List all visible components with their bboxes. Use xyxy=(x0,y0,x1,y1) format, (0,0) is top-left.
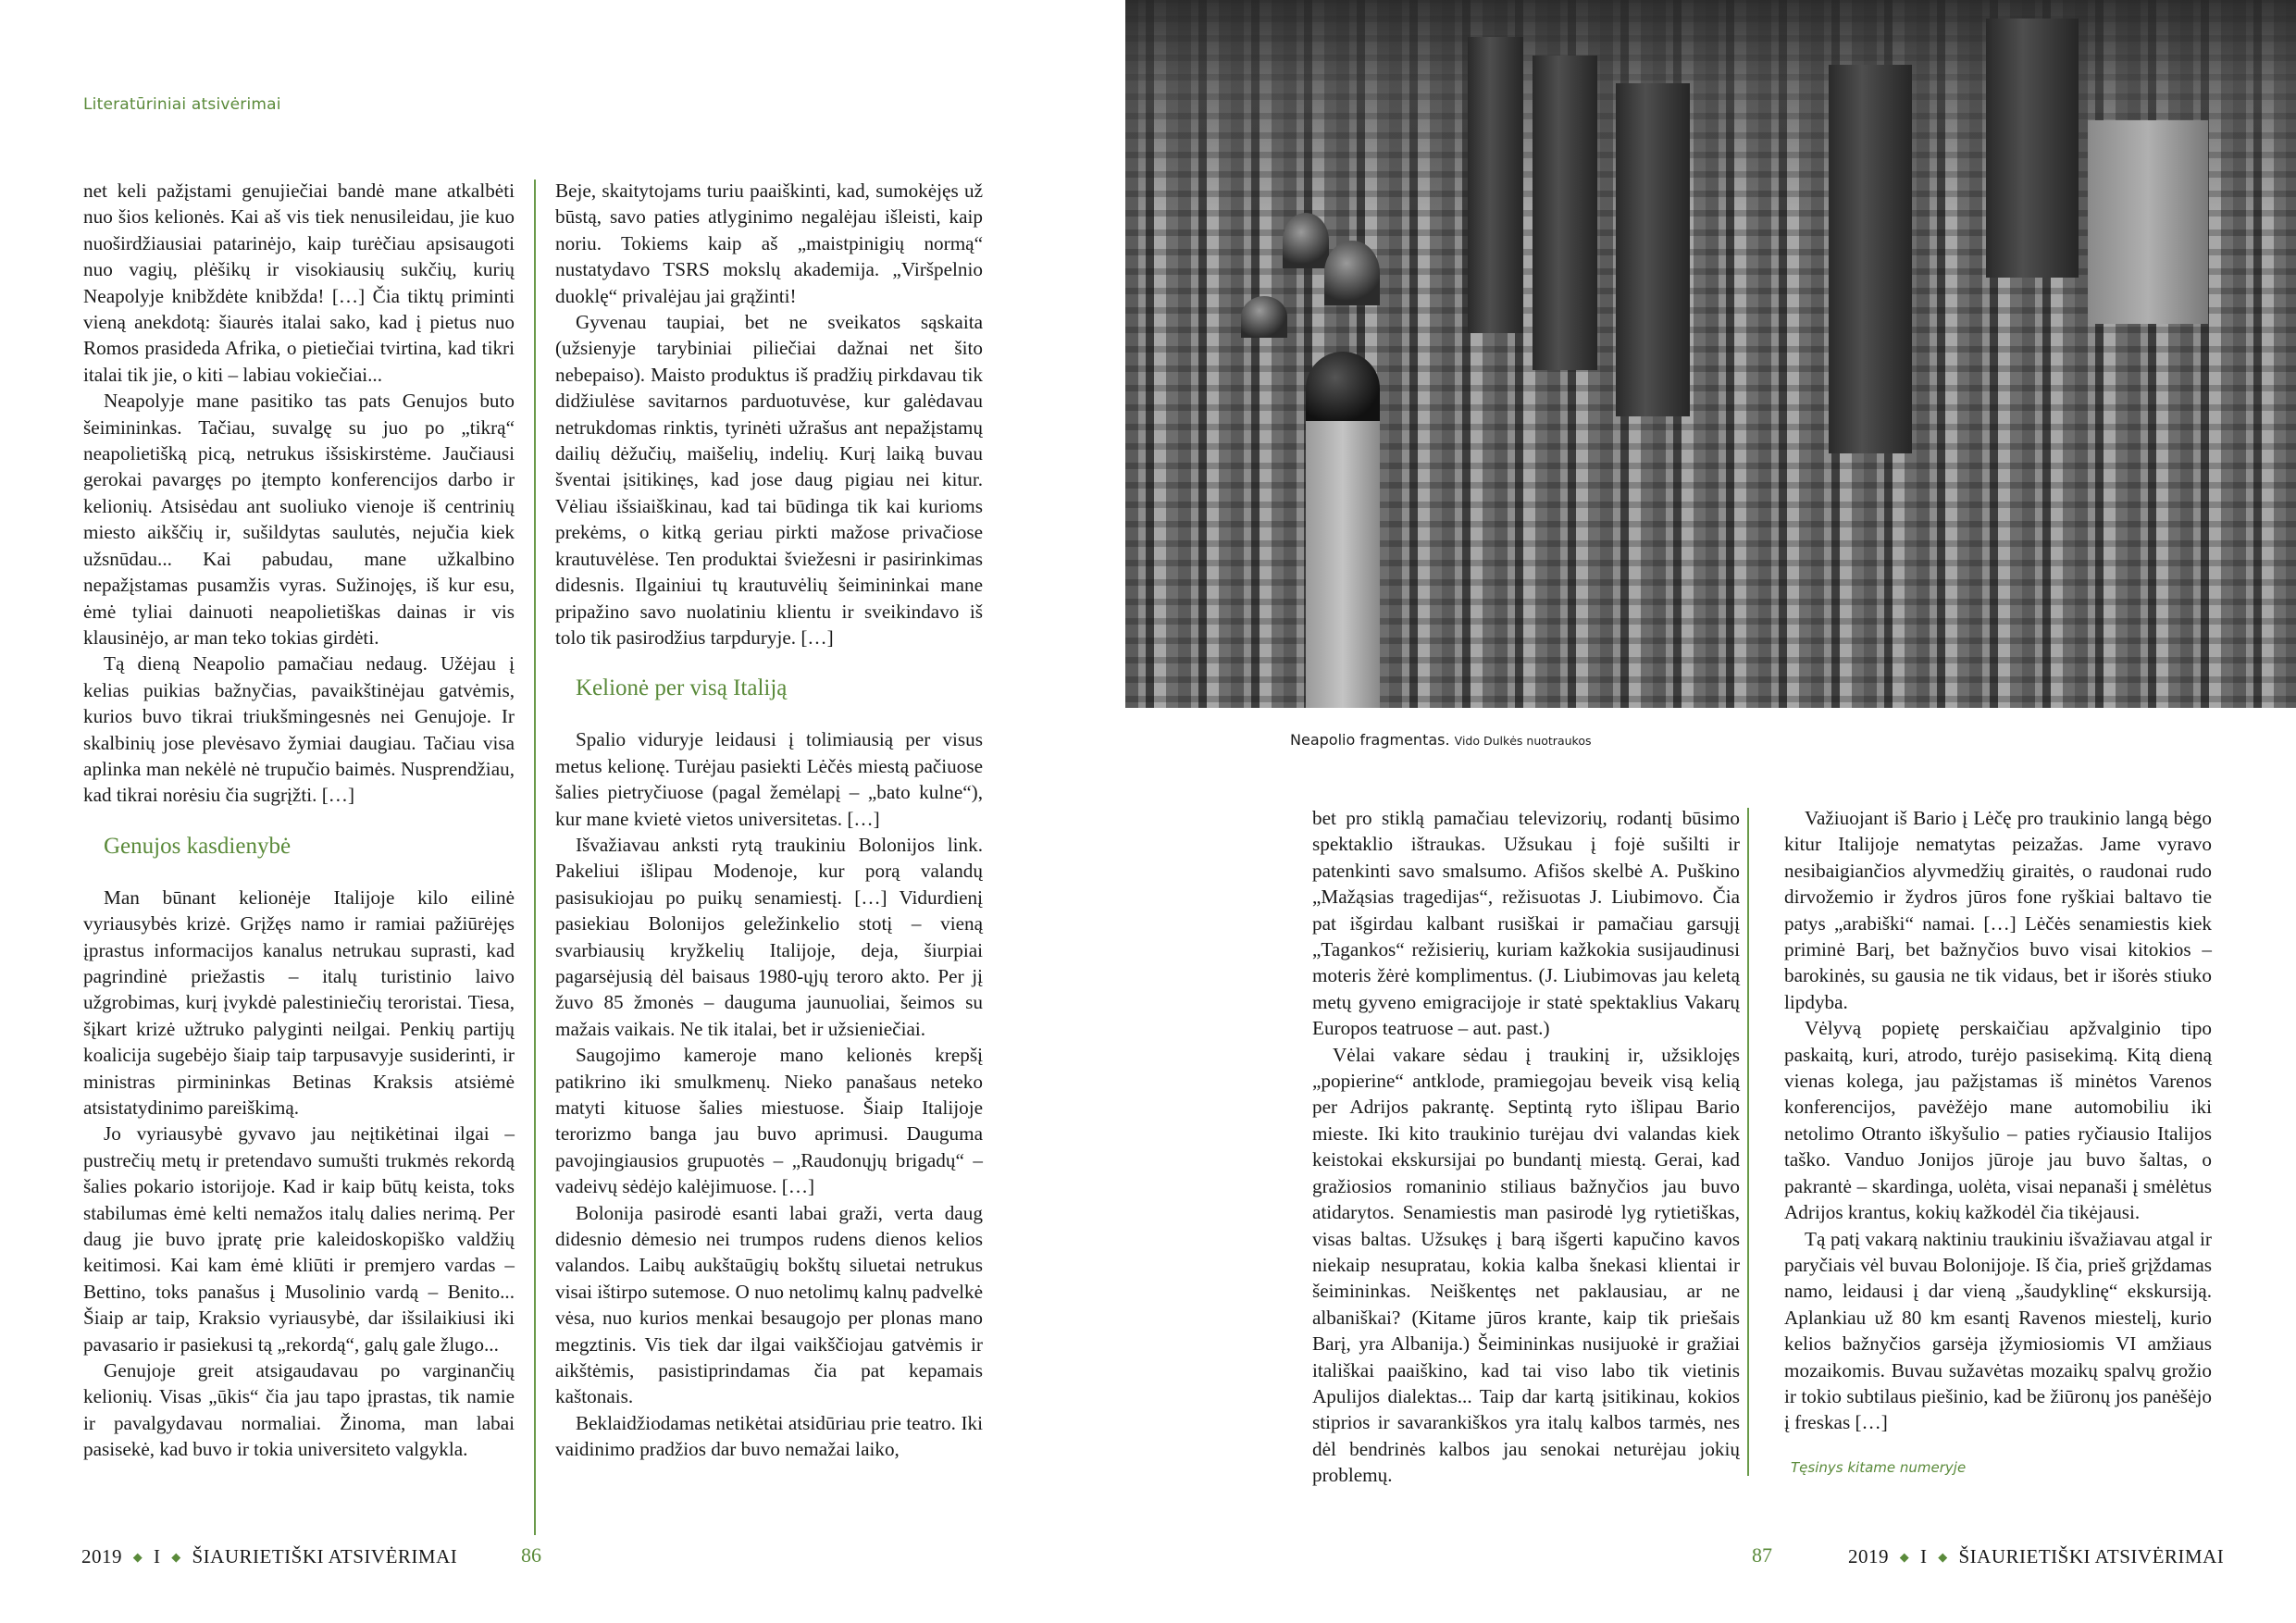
paragraph: Genujoje greit atsigaudavau po varginančių kelionių. Visas „ūkis“ čia jau tapo įprastas, tik namie ir pavalgydavau normaliai. Žinoma, man labai pasisekė, kad buvo ir tokia universiteto valgykla. xyxy=(83,1359,515,1461)
column-divider xyxy=(534,180,536,1535)
footer-issue: I xyxy=(1920,1545,1928,1567)
caption-credit: Vido Dulkės nuotraukos xyxy=(1454,734,1592,748)
paragraph: net keli pažįstami genujiečiai bandė mane atkalbėti nuo šios kelionės. Kai aš vis tiek nenusileidau, jie kuo nuoširdžiausiai patarinėjo, kaip turėčiau apsisaugoti nuo vagių, plėšikų ir visokiausių sukčių, kurių Neapolyje knibždėte knibžda! […] Čia tiktų priminti vieną anekdotą: šiaurės italai sako, kad į pietus nuo Romos prasideda Afrika, o pietiečiai tvirtina, kad tikri italai tik jie, o kiti – labiau vokiečiai... xyxy=(83,180,515,386)
photo-tower xyxy=(1533,56,1597,370)
paragraph: Man būnant kelionėje Italijoje kilo eilinė vyriausybės krizė. Grįžęs namo ir ramiai pažiūrėjęs įprastus informacijos kanalus netrukau suprasti, kad pagrindinė priežastis – italų turistinio laivo užgrobimas, kurį įvykdė palestiniečių teroristai. Tiesa, šįkart krizė užtruko palyginti neilgai. Penkių partijų koalicija sugebėjo šiaip taip tarpusavyje susiderinti, ir ministras pirmininkas Betinas Kraksis atsiėmė atsistatydinimo pareiškimą. xyxy=(83,886,515,1119)
paragraph: Išvažiavau anksti rytą traukiniu Bolonijos link. Pakeliui išlipau Modenoje, kur porą valandų pasisukiojau po puikų senamiestį. […] Vidurdienį pasiekiau Bolonijos geležinkelio stotį – vieną svarbiausių kryžkelių Italijoje, deja, šiurpiai pagarsėjusią dėl baisaus 1980-ųjų teroro akto. Per jį žuvo 85 žmonės – dauguma jaunuoliai, šeimos su mažais vaikais. Ne tik italai, bet ir užsieniečiai. xyxy=(555,833,983,1040)
photo-dome xyxy=(1283,213,1329,268)
footer-magazine: ŠIAURIETIŠKI ATSIVĖRIMAI xyxy=(192,1545,458,1567)
diamond-icon: ◆ xyxy=(1938,1550,1948,1564)
naples-cityscape-photo xyxy=(1125,0,2296,708)
paragraph: Tą patį vakarą naktiniu traukiniu išvažiavau atgal ir paryčiais vėl buvau Bolonijoje. Iš čia, prieš grįždamas namo, leidausi į dar vieną „šaudyklinę“ ekskursiją. Aplankiau už 80 km esantį Ravenos miestelį, kurio kelios bažnyčios garsėja įžymiosiomis VI amžiaus mozaikomis. Buvau sužavėtas mozaikų spalvų grožio ir tokio subtilaus piešinio, kad be žiūronų jos panėšėjo į freskas […] xyxy=(1784,1227,2212,1434)
photo-dome xyxy=(1241,296,1287,338)
diamond-icon: ◆ xyxy=(132,1550,143,1564)
paragraph: Vėlai vakare sėdau į traukinį ir, užsiklojęs „popierine“ antklode, pramiegojau beveik visą kelią per Adrijos pakrantę. Septintą ryto išlipau Bario mieste. Iki kito traukinio turėjau dvi valandas kiek keistokai ekskursijai po bundantį miestą. Gerai, kad gražiosios romaninio stiliaus bažnyčios jau buvo atidarytos. Senamiestis man pasirodė lyg rytietiškas, visas baltas. Užsukęs į barą išgerti kapučino kavos niekaip nesupratau, kokia kalba šnekasi klientai ir šeimininkas. Neiškentęs net paklausiau, ar ne albaniškai? (Kitame jūros krante, kaip tik priešais Barį, yra Albanija.) Šeimininkas nusijuokė ir gražiai itališkai paaiškino, kad tai viso labo tik vietinis Apulijos dialektas... Taip dar kartą įsitikinau, kokios stiprios ir savarankiškos yra italų kalbos tarmės, nes dėl bendrinės kalbos jau senokai neturėjau jokių problemų. xyxy=(1312,1043,1740,1487)
photo-dome xyxy=(1306,352,1380,426)
footer-year: 2019 xyxy=(1848,1545,1889,1567)
footer-magazine: ŠIAURIETIŠKI ATSIVĖRIMAI xyxy=(1958,1545,2225,1567)
paragraph: Bolonija pasirodė esanti labai graži, verta daug didesnio dėmesio nei trumpos rudens dienos kelios valandos. Laibų aukštaūgių bokštų siluetai netrukus visai ištirpo sutemose. O nuo netolimų kalnų padvelkė vėsa, nuo kurios menkai besaugojo per plonas mano megztinis. Vis tiek dar ilgai vaikščiojau gatvėmis ir aikštėmis, pasistiprindamas čia pat kepamais kaštonais. xyxy=(555,1201,983,1408)
footer-year: 2019 xyxy=(81,1545,122,1567)
paragraph: Tą dieną Neapolio pamačiau nedaug. Užėjau į kelias puikias bažnyčias, pavaikštinėjau gatvėmis, kurios buvo tikrai triukšmingesnės nei Genujoje. Ir skalbinių jose plevėsavo žymiai daugiau. Tačiau visa aplinka man nekėlė nė trupučio baimės. Nusprendžiau, kad tikrai norėsiu čia sugrįžti. […] xyxy=(83,652,515,807)
paragraph: Neapolyje mane pasitiko tas pats Genujos buto šeimininkas. Tačiau, suvalgę su juo po „tikrą“ neapolietišką picą, netrukus išsiskirstėme. Jaučiausi gerokai pavargęs po įtempto konferencijos darbo ir kelionių. Atsisėdau ant suoliuko vienoje iš centrinių miesto aikščių ir, sušildytas saulutės, nejučia kiek užsnūdau... Kai pabudau, mane užkalbino nepažįstamas pusamžis vyras. Sužinojęs, iš kur esu, ėmė tyliai dainuoti neapolietiškas dainas ir vis klausinėjo, ar man teko tokias girdėti. xyxy=(83,390,515,649)
photo-tower xyxy=(1468,37,1523,333)
left-page-column-1 xyxy=(83,178,515,1463)
photo-building xyxy=(2088,120,2208,324)
paragraph: Jo vyriausybė gyvavo jau neįtikėtinai ilgai – pustrečių metų ir pretendavo sumušti trukmės rekordą šalies pokario istorijoje. Kad ir kaip būtų keista, toks stabilumas ėmė kelti nemažos italų dalies nerimą. Per daug jie buvo įpratę prie kaleidoskopiško valdžių keitimosi. Kai kam ėmė kliūti ir premjero vardas – Bettino, toks panašus į Musolinio vardą – Benito... Šiaip ar taip, Kraksio vyriausybė, dar išsilaikiusi iki pavasario ir pasiekusi tą „rekordą“, galų gale žlugo... xyxy=(83,1122,515,1356)
footer-left xyxy=(81,1545,457,1568)
page-number-left: 86 xyxy=(521,1543,541,1567)
left-page-column-2 xyxy=(555,178,983,1463)
photo-caption xyxy=(1290,731,1591,749)
paragraph: Beje, skaitytojams turiu paaiškinti, kad, sumokėjęs už būstą, savo paties atlyginimo negalėjau išleisti, kaip noriu. Tokiems kaip aš „maistpinigių normą“ nustatydavo TSRS mokslų akademija. „Viršpelnio duoklę“ privalėjau jai grąžinti! xyxy=(555,180,983,307)
paragraph: Vėlyvą popietę perskaičiau apžvalginio tipo paskaitą, kuri, atrodo, turėjo pasisekimą. Kitą dieną vienas kolega, jau pažįstamas iš minėtos Varenos konferencijos, pavėžėjo mane automobiliu iki netolimo Otranto iškyšulio – paties ryčiausio Italijos taško. Vanduo Jonijos jūroje jau buvo šaltas, o pakrantė – skardinga, uolėta, visai nepanaši į smėlėtus Adrijos krantus, kokių kažkodėl čia tikėjausi. xyxy=(1784,1017,2212,1224)
column-divider xyxy=(1747,808,1749,1476)
paragraph: Beklaidžiodamas netikėtai atsidūriau prie teatro. Iki vaidinimo pradžios dar buvo nemažai laiko, xyxy=(555,1411,983,1461)
photo-tower xyxy=(1829,65,1912,453)
paragraph: bet pro stiklą pamačiau televizorių, rodantį būsimo spektaklio ištraukas. Užsukau į fojė sušilti ir patenkinti savo smalsumo. Afišos skelbė A. Puškino „Mažąsias tragedijas“, režisuotas J. Liubimovo. Čia pat išgirdau kalbant rusiškai ir pamačiau garsųjį „Tagankos“ režisierių, kuriam kažkokia susijaudinusi moteris žėrė komplimentus. (J. Liubimovas jau keletą metų gyveno emigracijoje ir statė spektaklius Vakarų Europos teatruose – aut. past.) xyxy=(1312,807,1740,1040)
paragraph: Gyvenau taupiai, bet ne sveikatos sąskaita (užsienyje tarybiniai piliečiai dažnai net šito nebepaiso). Maisto produktus iš pradžių pirkdavau tik didžiulėse savitarnos parduotuvėse, kur galėdavau netrukdomas rinktis, tyrinėti užrašus ant nepažįstamų dailių dėžučių, maišelių, indelių. Kurį laiką buvau šventai įsitikinęs, kad jose daug pigiau nei kitur. Vėliau išsiaiškinau, kad tai būdinga tik kai kurioms prekėms, o kitką geriau pirkti mažose privačiose krautuvėlėse. Ten produktai šviežesni ir pasirinkimas didesnis. Ilgainiui tų krautuvėlių šeimininkai mane pripažino savo nuolatiniu klientu ir sveikindavo iš tolo tik pasirodžius tarpduryje. […] xyxy=(555,311,983,649)
paragraph: Spalio viduryje leidausi į tolimiausią per visus metus kelionę. Turėjau pasiekti Lėčės miestą pačiuose šalies pietryčiuose (pagal žemėlapį – „bato kulne“), kur mane kvietė vietos universitetas. […] xyxy=(555,728,983,830)
caption-title: Neapolio fragmentas. xyxy=(1290,731,1450,749)
footer-right xyxy=(1848,1545,2224,1568)
photo-dome xyxy=(1324,241,1380,305)
section-heading: Kelionė per visą Italiją xyxy=(576,675,788,701)
footer-issue: I xyxy=(154,1545,161,1567)
running-head: Literatūriniai atsivėrimai xyxy=(83,95,281,114)
photo-tower xyxy=(1616,83,1690,416)
continued-note: Tęsinys kitame numeryje xyxy=(1791,1459,1967,1476)
right-page-column-1 xyxy=(1312,805,1740,1489)
paragraph: Saugojimo kameroje mano kelionės krepšį patikrino iki smulkmenų. Nieko panašaus neteko matyti kituose šalies miestuose. Šiaip Italijoje terorizmo banga jau buvo aprimusi. Dauguma pavojingiausios grupuotės – „Raudonųjų brigadų“ – vadeivų sėdėjo kalėjimuose. […] xyxy=(555,1044,983,1198)
photo-church-tower xyxy=(1306,421,1380,708)
page-number-right: 87 xyxy=(1752,1543,1772,1567)
diamond-icon: ◆ xyxy=(171,1550,181,1564)
right-page-column-2 xyxy=(1784,805,2212,1436)
section-heading: Genujos kasdienybė xyxy=(104,833,292,859)
photo-tower xyxy=(1986,19,2079,278)
diamond-icon: ◆ xyxy=(1899,1550,1910,1564)
paragraph: Važiuojant iš Bario į Lėčę pro traukinio langą bėgo kitur Italijoje nematytas peizažas. Jame vyravo nesibaigiančios alyvmedžių giraitės, o raudonai rudo dirvožemio ir žydros jūros fone ryškiai baltavo tie patys „arabiški“ namai. […] Lėčės senamiestis kiek priminė Barį, bet bažnyčios buvo visai kitokios – barokinės, su gausia ne tik vidaus, bet ir išorės stiuko lipdyba. xyxy=(1784,807,2212,1013)
